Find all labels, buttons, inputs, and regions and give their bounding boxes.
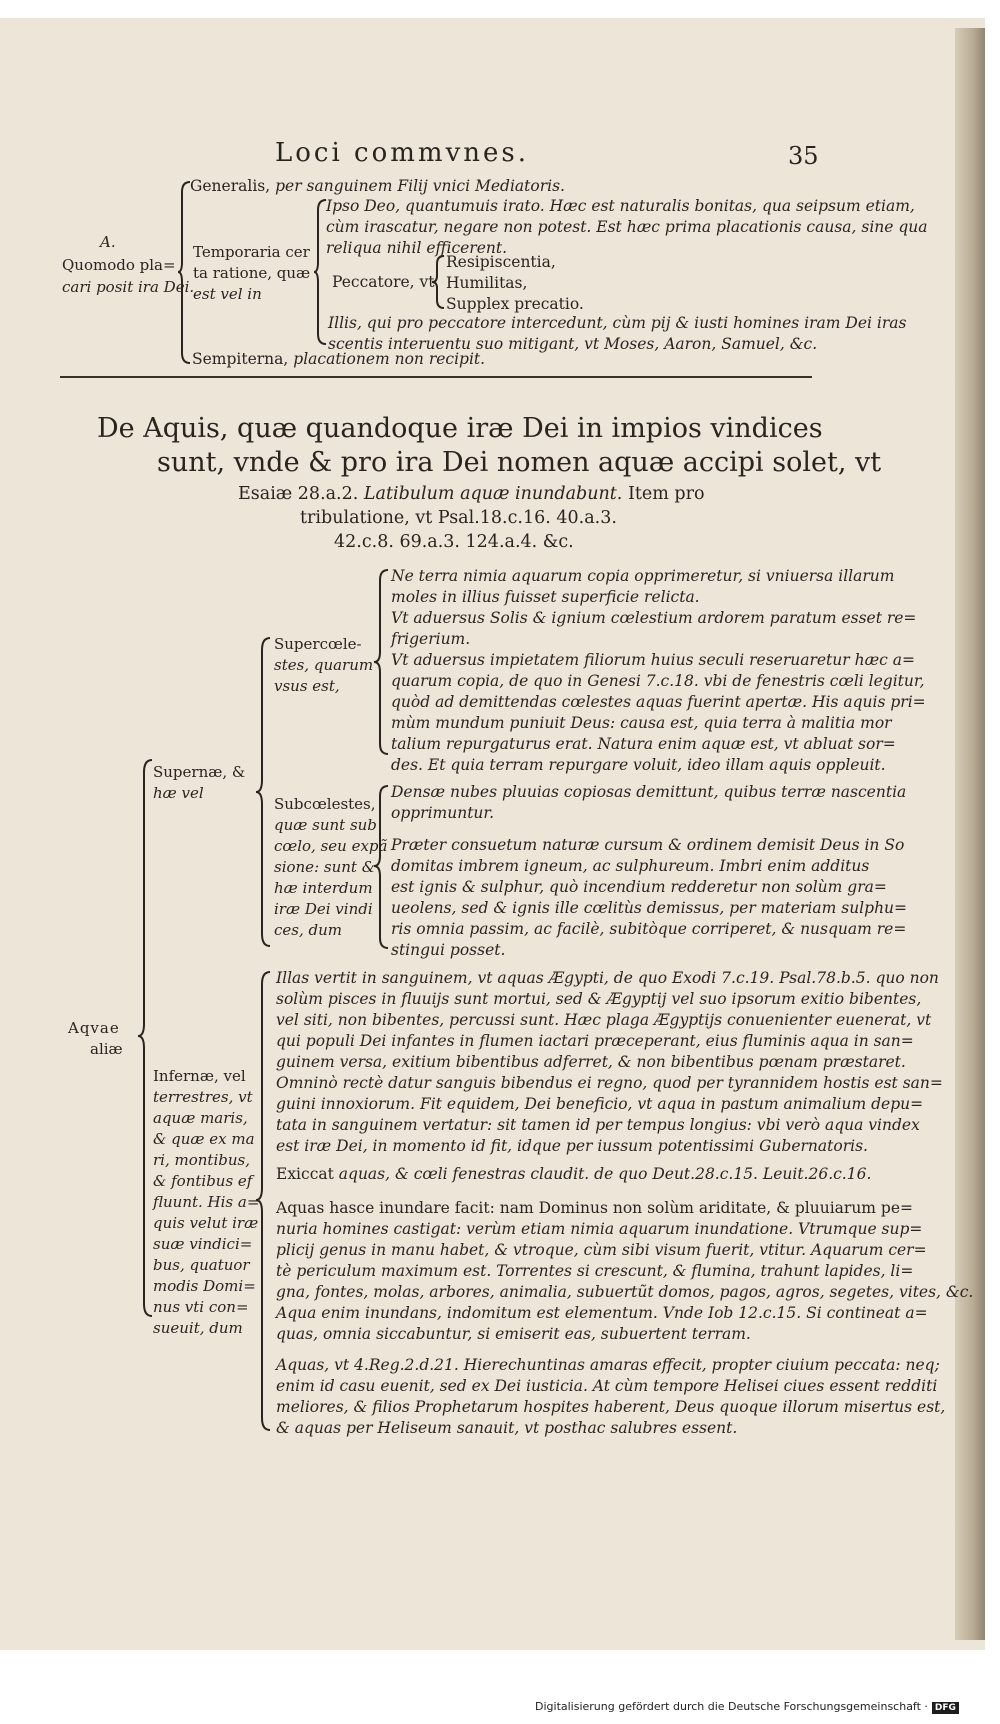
- text-line: quas, omnia siccabuntur, si emiserit eas, subuertent terram.: [276, 1325, 751, 1343]
- page-edge-shadow: [955, 28, 985, 1640]
- supernae-line: Supernæ, &: [153, 763, 246, 781]
- supercoelestes-use-2: [391, 608, 916, 650]
- heading-sub-3: 42.c.8. 69.a.3. 124.a.4. &c.: [334, 532, 574, 552]
- subcoelestes-line: Subcœlestes,: [274, 795, 376, 813]
- text-line: stingui posset.: [391, 941, 506, 959]
- text-line: plicij genus in manu habet, & vtroque, cùm sibi visum fuerit, vtitur. Aquarum cer=: [276, 1241, 927, 1259]
- peccatore-label: Peccatore, vt: [332, 273, 435, 291]
- subcoelestes-use-2: [391, 835, 907, 961]
- digitization-footer: [535, 1700, 965, 1714]
- brace-peccatore: [432, 254, 446, 310]
- text-line: ueolens, sed & ignis ille cœlitùs demissus, per materiam sulphu=: [391, 899, 908, 917]
- text-line: qui populi Dei infantes in flumen iactari præceperant, eius fluminis aqua in san=: [276, 1032, 914, 1050]
- supercoelestes-use-3: [391, 650, 926, 776]
- brace-aquae: [138, 758, 154, 1318]
- ipso-line: reliqua nihil efficerent.: [326, 239, 508, 257]
- subcoelestes-use-1: [391, 782, 906, 824]
- section-letter: A.: [100, 233, 116, 251]
- text-line: opprimuntur.: [391, 804, 495, 822]
- footer-text: Digitalisierung gefördert durch die Deutsche Forschungsgemeinschaft ·: [535, 1700, 928, 1713]
- supernae-line: hæ vel: [153, 784, 204, 802]
- subcoelestes-label: [274, 794, 387, 941]
- text-line: tata in sanguinem vertatur: sit tamen id per tempus longius: vbi verò aqua vindex: [276, 1116, 920, 1134]
- illis-line: Illis, qui pro peccatore intercedunt, cùm pij & iusti homines iram Dei iras: [328, 314, 907, 332]
- text-line: ris omnia passim, ac facilè, subitòque corriperet, & nusquam re=: [391, 920, 907, 938]
- temporaria-line: Temporaria cer: [193, 243, 310, 261]
- temporaria-line: est vel in: [193, 285, 262, 303]
- brace-infernae: [256, 970, 272, 1432]
- text-line: Aqua enim inundans, indomitum est elementum. Vnde Iob 12.c.15. Si contineat a=: [276, 1304, 928, 1322]
- generalis-term: Generalis,: [190, 177, 271, 195]
- infernae-use-4: [276, 1355, 945, 1439]
- heading-sub-2: tribulatione, vt Psal.18.c.16. 40.a.3.: [300, 508, 617, 528]
- supercoelestes-label: [274, 634, 373, 697]
- temporaria-label: [193, 242, 310, 305]
- text-line: gna, fontes, molas, arbores, animalia, subuertũt domos, pagos, agros, segetes, vites, &c.: [276, 1283, 974, 1301]
- temporaria-line: ta ratione, quæ: [193, 264, 311, 282]
- ipso-line: Ipso Deo, quantumuis irato. Hæc est naturalis bonitas, qua seipsum etiam,: [326, 197, 915, 215]
- illis-line: scentis interuentu suo mitigant, vt Moses, Aaron, Samuel, &c.: [328, 335, 818, 353]
- label-line: Quomodo pla=: [62, 256, 176, 274]
- brace-subcoelestes: [374, 784, 390, 952]
- generalis-line: [190, 176, 565, 197]
- aquae-term: Aqvae: [68, 1019, 120, 1037]
- text-line: Vt aduersus Solis & ignium cœlestium ardorem paratum esset re=: [391, 609, 917, 627]
- dfg-logo: DFG: [932, 1702, 959, 1714]
- text-part: aquas, & cœli fenestras claudit. de quo Deut.28.c.15. Leuit.26.c.16.: [338, 1165, 872, 1183]
- text-line: Densæ nubes pluuias copiosas demittunt, quibus terræ nascentia: [391, 783, 907, 801]
- subcoelestes-line: sione: sunt &: [274, 858, 376, 876]
- text-line: quòd ad demittendas cœlestes aquas fuerint apertæ. His aquis pri=: [391, 693, 926, 711]
- heading-line-1: De Aquis, quæ quandoque iræ Dei in impios vindices: [97, 413, 823, 444]
- text-line: est iræ Dei, in momento id fit, idque per iussum potentissimi Gubernatoris.: [276, 1137, 868, 1155]
- subcoelestes-line: quæ sunt sub: [274, 816, 377, 834]
- peccatore-items: [446, 252, 584, 315]
- running-title: Loci commvnes.: [275, 138, 530, 168]
- text-line: & aquas per Heliseum sanauit, vt posthac salubres essent.: [276, 1419, 738, 1437]
- supercoelestes-line: Supercœle-: [274, 635, 362, 653]
- peccatore-item: Resipiscentia,: [446, 253, 556, 271]
- peccatore-item: Humilitas,: [446, 274, 528, 292]
- text-line: Ne terra nimia aquarum copia opprimeretur, si vniuersa illarum: [391, 567, 895, 585]
- quomodo-label: [62, 254, 194, 298]
- text-line: Omninò rectè datur sanguis bibendus ei regno, quod per tyrannidem hostis est san=: [276, 1074, 943, 1092]
- infernae-line: & quæ ex ma: [153, 1130, 255, 1148]
- text-line: Aquas hasce inundare facit: nam Dominus non solùm ariditate, & pluuiarum pe=: [276, 1199, 914, 1217]
- infernae-line: bus, quatuor: [153, 1256, 250, 1274]
- text-line: des. Et quia terram repurgare voluit, ideo illam aquis oppleuit.: [391, 756, 886, 774]
- infernae-line: suæ vindici=: [153, 1235, 253, 1253]
- subcoelestes-line: cœlo, seu expã: [274, 837, 388, 855]
- aquae-term: aliæ: [90, 1040, 123, 1058]
- text-line: vel siti, non bibentes, percussi sunt. Hæc plaga Ægyptijs conuenienter euenerat, vt: [276, 1011, 932, 1029]
- supernae-label: [153, 762, 245, 804]
- heading-sub-part: Latibulum aquæ inundabunt.: [363, 484, 623, 504]
- heading-sub-part: Item pro: [622, 484, 705, 504]
- text-line: guinem versa, exitium bibentibus adferret, & non bibentibus pœnam præstaret.: [276, 1053, 906, 1071]
- infernae-line: sueuit, dum: [153, 1319, 243, 1337]
- supercoelestes-use-1: [391, 566, 894, 608]
- text-line: guini innoxiorum. Fit equidem, Dei beneficio, vt aqua in pastum animalium depu=: [276, 1095, 924, 1113]
- sempiterna-line: [192, 349, 485, 370]
- subcoelestes-line: ces, dum: [274, 921, 342, 939]
- section-divider: [60, 376, 812, 378]
- text-line: quarum copia, de quo in Genesi 7.c.18. vbi de fenestris cœli legitur,: [391, 672, 925, 690]
- infernae-line: Infernæ, vel: [153, 1067, 246, 1085]
- subcoelestes-line: hæ interdum: [274, 879, 373, 897]
- supercoelestes-line: stes, quarum: [274, 656, 374, 674]
- text-line: enim id casu euenit, sed ex Dei iusticia. At cùm tempore Helisei ciues essent redditi: [276, 1377, 938, 1395]
- page-number: 35: [788, 142, 819, 170]
- infernae-line: ri, montibus,: [153, 1151, 250, 1169]
- infernae-line: nus vti con=: [153, 1298, 249, 1316]
- infernae-line: aquæ maris,: [153, 1109, 248, 1127]
- infernae-line: fluunt. His a=: [153, 1193, 260, 1211]
- text-line: Aquas, vt 4.Reg.2.d.21. Hierechuntinas amaras effecit, propter ciuium peccata: neq;: [276, 1356, 940, 1374]
- ipso-line: cùm irascatur, negare non potest. Est hæc prima placationis causa, sine qua: [326, 218, 928, 236]
- text-line: nuria homines castigat: verùm etiam nimia aquarum inundatione. Vtrumque sup=: [276, 1220, 923, 1238]
- infernae-line: & fontibus ef: [153, 1172, 253, 1190]
- text-line: mùm mundum puniuit Deus: causa est, quia terra à malitia mor: [391, 714, 892, 732]
- infernae-use-2: [276, 1164, 871, 1185]
- infernae-use-1: [276, 968, 943, 1157]
- aquae-label: [68, 1018, 123, 1060]
- text-line: Illas vertit in sanguinem, vt aquas Ægypti, de quo Exodi 7.c.19. Psal.78.b.5. quo non: [276, 969, 939, 987]
- label-line: cari posit ira Dei.: [62, 278, 195, 296]
- text-line: Vt aduersus impietatem filiorum huius seculi reseruaretur hæc a=: [391, 651, 915, 669]
- text-line: meliores, & filios Prophetarum hospites haberent, Deus quoque illorum misertus est,: [276, 1398, 946, 1416]
- text-line: tè periculum maximum est. Torrentes si crescunt, & flumina, trahunt lapides, li=: [276, 1262, 914, 1280]
- sempiterna-term: Sempiterna,: [192, 350, 289, 368]
- infernae-line: modis Domi=: [153, 1277, 256, 1295]
- text-line: est ignis & sulphur, quò incendium redderetur non solùm gra=: [391, 878, 887, 896]
- text-line: moles in illius fuisset superficie relicta.: [391, 588, 700, 606]
- brace-quomodo: [178, 180, 192, 365]
- heading-sub-part: Esaiæ 28.a.2.: [238, 484, 364, 504]
- generalis-text: per sanguinem Filij vnici Mediatoris.: [270, 177, 565, 195]
- heading-line-2: sunt, vnde & pro ira Dei nomen aquæ accipi solet, vt: [157, 447, 882, 478]
- ipso-block: [326, 196, 928, 259]
- infernae-use-3: [276, 1198, 973, 1345]
- infernae-line: terrestres, vt: [153, 1088, 253, 1106]
- peccatore-item: Supplex precatio.: [446, 295, 584, 313]
- text-line: domitas imbrem igneum, ac sulphureum. Imbri enim additus: [391, 857, 870, 875]
- supercoelestes-line: vsus est,: [274, 677, 340, 695]
- infernae-label: [153, 1066, 259, 1339]
- subcoelestes-line: iræ Dei vindi: [274, 900, 373, 918]
- text-line: Præter consuetum naturæ cursum & ordinem demisit Deus in So: [391, 836, 905, 854]
- sempiterna-text: placationem non recipit.: [288, 350, 486, 368]
- text-line: solùm pisces in fluuijs sunt mortui, sed & Ægyptij vel suo ipsorum exitio bibentes,: [276, 990, 922, 1008]
- brace-supercoelestes: [374, 568, 390, 758]
- text-part: Exiccat: [276, 1165, 339, 1183]
- brace-supernae: [256, 636, 272, 948]
- text-line: frigerium.: [391, 630, 471, 648]
- heading-sub-1: [238, 483, 705, 506]
- infernae-line: quis velut iræ: [153, 1214, 259, 1232]
- text-line: talium repurgaturus erat. Natura enim aquæ est, vt abluat sor=: [391, 735, 896, 753]
